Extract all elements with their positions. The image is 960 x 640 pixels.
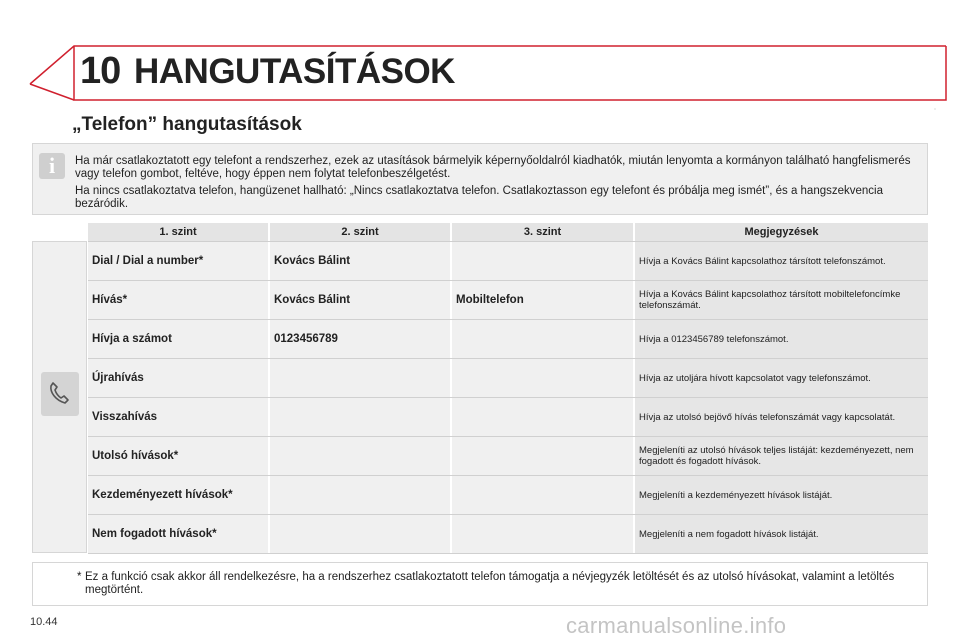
cell-level-1: Kezdeményezett hívások* xyxy=(88,476,270,514)
cell-level-1: Hívja a számot xyxy=(88,320,270,358)
phone-icon xyxy=(41,372,79,416)
cell-level-3 xyxy=(452,242,635,280)
cell-level-3 xyxy=(452,515,635,553)
info-box xyxy=(32,143,928,215)
cell-level-3: Mobiltelefon xyxy=(452,281,635,319)
cell-level-1: Dial / Dial a number* xyxy=(88,242,270,280)
table-header xyxy=(88,223,928,242)
table-row xyxy=(88,437,928,476)
cell-level-2: Kovács Bálint xyxy=(270,242,452,280)
table-row xyxy=(88,242,928,281)
cell-level-2 xyxy=(270,515,452,553)
table-row xyxy=(88,398,928,437)
header-level-1: 1. szint xyxy=(88,223,270,241)
cell-note: Hívja a Kovács Bálint kapcsolathoz társított telefonszámot. xyxy=(635,242,928,280)
cell-level-1: Újrahívás xyxy=(88,359,270,397)
header-level-3: 3. szint xyxy=(452,223,635,241)
page-number: 10.44 xyxy=(30,616,58,628)
info-text xyxy=(75,155,915,215)
cell-level-3 xyxy=(452,398,635,436)
table-row xyxy=(88,320,928,359)
cell-note: Hívja az utoljára hívott kapcsolatot vagy telefonszámot. xyxy=(635,359,928,397)
info-icon: i xyxy=(39,153,65,179)
info-paragraph-2: Ha nincs csatlakoztatva telefon, hangüzenet hallható: „Nincs csatlakoztatva telefon. Csatlakoztasson egy telefont és próbálja meg ismét”, és a hangszekvencia bezáródik. xyxy=(75,185,884,210)
cell-note: Hívja az utolsó bejövő hívás telefonszámát vagy kapcsolatát. xyxy=(635,398,928,436)
cell-level-1: Visszahívás xyxy=(88,398,270,436)
table-row xyxy=(88,281,928,320)
cell-level-3 xyxy=(452,476,635,514)
table-row xyxy=(88,515,928,554)
info-paragraph-1: Ha már csatlakoztatott egy telefont a rendszerhez, ezek az utasítások bármelyik képernyőoldalról kiadhatók, miután lenyomta a kormányon található hangfelismerés vagy telefon gombot, feltéve, hogy éppen nem folytat telefonbeszélgetést. xyxy=(75,155,911,180)
cell-level-3 xyxy=(452,437,635,475)
header-level-2: 2. szint xyxy=(270,223,452,241)
cell-level-1: Hívás* xyxy=(88,281,270,319)
cell-level-1: Utolsó hívások* xyxy=(88,437,270,475)
header-notes: Megjegyzések xyxy=(744,226,819,238)
cell-level-1: Nem fogadott hívások* xyxy=(88,515,270,553)
commands-table xyxy=(32,223,928,553)
watermark: carmanualsonline.info xyxy=(566,613,787,638)
cell-level-2: 0123456789 xyxy=(270,320,452,358)
cell-level-2 xyxy=(270,398,452,436)
cell-level-2 xyxy=(270,359,452,397)
cell-level-2 xyxy=(270,476,452,514)
table-side-cell xyxy=(32,241,87,553)
footnote-box xyxy=(32,562,928,606)
cell-note: Hívja a 0123456789 telefonszámot. xyxy=(635,320,928,358)
cell-note: Megjeleníti a nem fogadott hívások listáját. xyxy=(635,515,928,553)
cell-level-3 xyxy=(452,359,635,397)
table-row xyxy=(88,476,928,515)
section-title: „Telefon” hangutasítások xyxy=(72,114,302,135)
footnote-text: Ez a funkció csak akkor áll rendelkezésre, ha a rendszerhez csatlakoztatott telefon támogatja a névjegyzék letöltését és az utolsó hívásokat, valamint a letöltés megtörtént. xyxy=(85,571,895,596)
chapter-number: 10 xyxy=(80,50,121,92)
table-row xyxy=(88,359,928,398)
cell-level-3 xyxy=(452,320,635,358)
chapter-title: HANGUTASÍTÁSOK xyxy=(134,52,455,91)
cell-level-2: Kovács Bálint xyxy=(270,281,452,319)
cell-note: Megjeleníti az utolsó hívások teljes listáját: kezdeményezett, nem fogadott és fogadott hívások. xyxy=(635,437,928,475)
cell-note: Megjeleníti a kezdeményezett hívások listáját. xyxy=(635,476,928,514)
footnote-star: * xyxy=(77,571,82,583)
table-body xyxy=(88,242,928,554)
cell-level-2 xyxy=(270,437,452,475)
cell-note: Hívja a Kovács Bálint kapcsolathoz társított mobiltelefoncímke telefonszámát. xyxy=(635,281,928,319)
